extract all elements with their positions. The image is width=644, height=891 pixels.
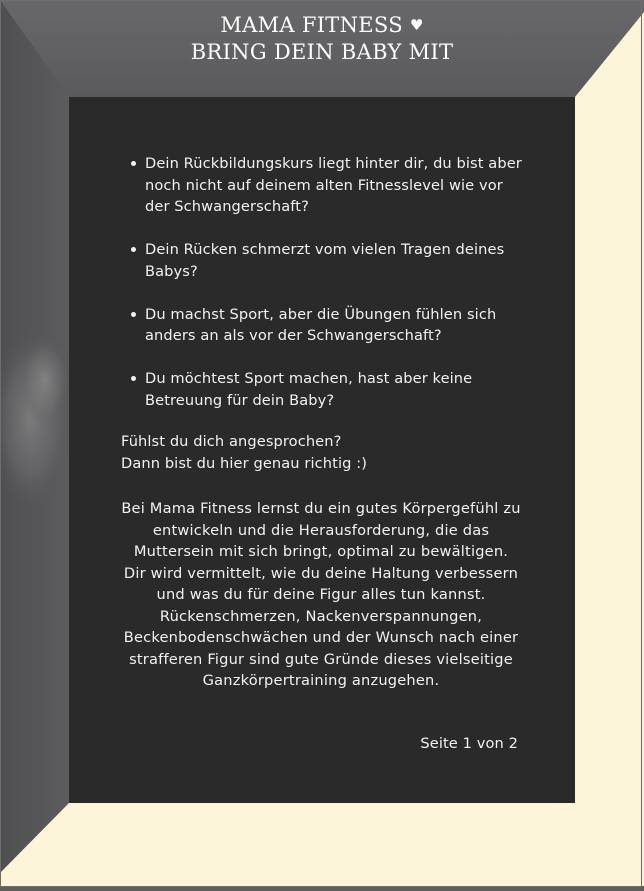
content-panel [69, 97, 575, 803]
question-line-1: Fühlst du dich angesprochen? [121, 433, 342, 450]
heart-icon: ♥ [409, 16, 424, 34]
list-item [145, 368, 530, 411]
bullet-text: Du möchtest Sport machen, hast aber keine Betreuung für dein Baby? [145, 370, 473, 409]
title-line-2: BRING DEIN BABY MIT [190, 40, 454, 64]
bullet-icon [131, 161, 136, 166]
bullet-icon [131, 312, 136, 317]
bullet-icon [131, 247, 136, 252]
bullet-text: Dein Rücken schmerzt vom vielen Tragen deines Babys? [145, 241, 505, 280]
bullet-text: Dein Rückbildungskurs liegt hinter dir, du bist aber noch nicht auf deinem alten Fitnesslevel wie vor der Schwangerschaft? [145, 155, 522, 215]
bullet-list [145, 153, 530, 433]
list-item [145, 304, 530, 347]
bottom-border [0, 886, 644, 891]
title-line-1: MAMA FITNESS [220, 13, 403, 37]
question-block [121, 431, 541, 474]
list-item [145, 153, 530, 218]
description-paragraph: Bei Mama Fitness lernst du ein gutes Körpergefühl zu entwickeln und die Herausforderung, die das Muttersein mit sich bringt, optimal zu bewältigen. Dir wird vermittelt, wie du deine Haltung verbessern und was du für deine Figur alles tun kannst. Rückenschmerzen, Nackenverspannungen, Beckenbodenschwächen und der Wunsch nach einer strafferen Figur sind gute Gründe dieses vielseitige Ganzkörpertraining anzugehen. [121, 500, 521, 689]
question-line-2: Dann bist du hier genau richtig :) [121, 454, 368, 472]
bullet-text: Du machst Sport, aber die Übungen fühlen sich anders an als vor der Schwangerschaft? [145, 305, 497, 344]
page-title [0, 12, 644, 66]
page-number: Seite 1 von 2 [420, 735, 518, 752]
bullet-icon [131, 376, 136, 381]
list-item [145, 239, 530, 282]
